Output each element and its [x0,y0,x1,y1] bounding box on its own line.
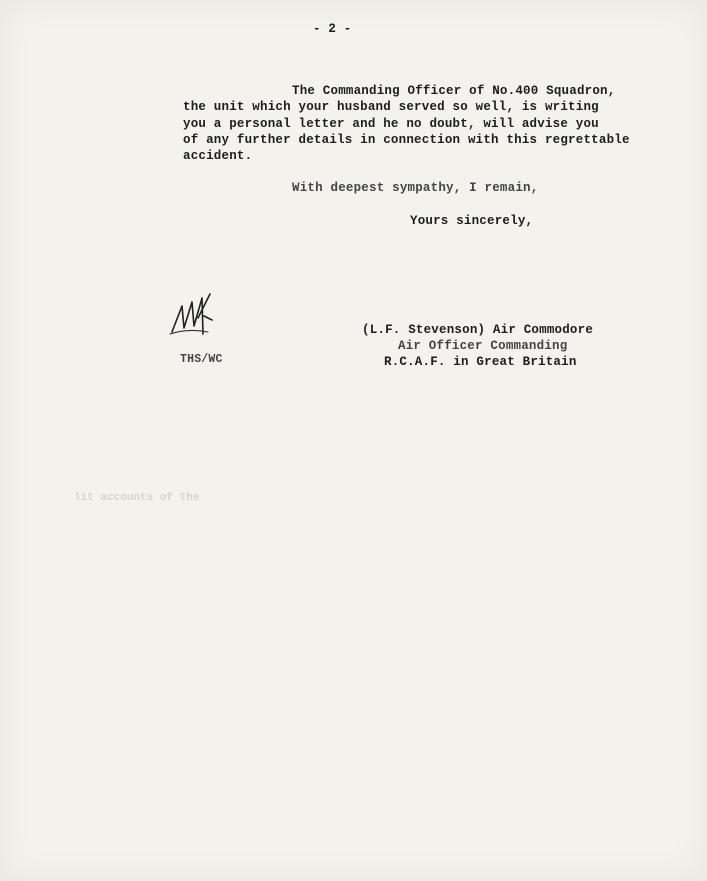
bleed-through-text: lit accounts of the [74,492,200,504]
body-line-1: The Commanding Officer of No.400 Squadron, [292,84,616,98]
signatory-title: Air Officer Commanding [398,339,568,353]
closing-sympathy: With deepest sympathy, I remain, [292,181,539,195]
reference-initials: THS/WC [180,353,223,366]
closing-valediction: Yours sincerely, [410,214,534,228]
signatory-organization: R.C.A.F. in Great Britain [384,355,577,369]
body-line-2: the unit which your husband served so well, is writing [183,100,599,114]
body-line-4: of any further details in connection with this regrettable [183,133,630,147]
body-line-3: you a personal letter and he no doubt, will advise you [183,117,599,131]
handwritten-initials-signature [168,288,218,344]
signatory-name: (L.F. Stevenson) Air Commodore [362,323,594,337]
body-line-5: accident. [183,149,253,163]
page-number: - 2 - [313,22,352,36]
